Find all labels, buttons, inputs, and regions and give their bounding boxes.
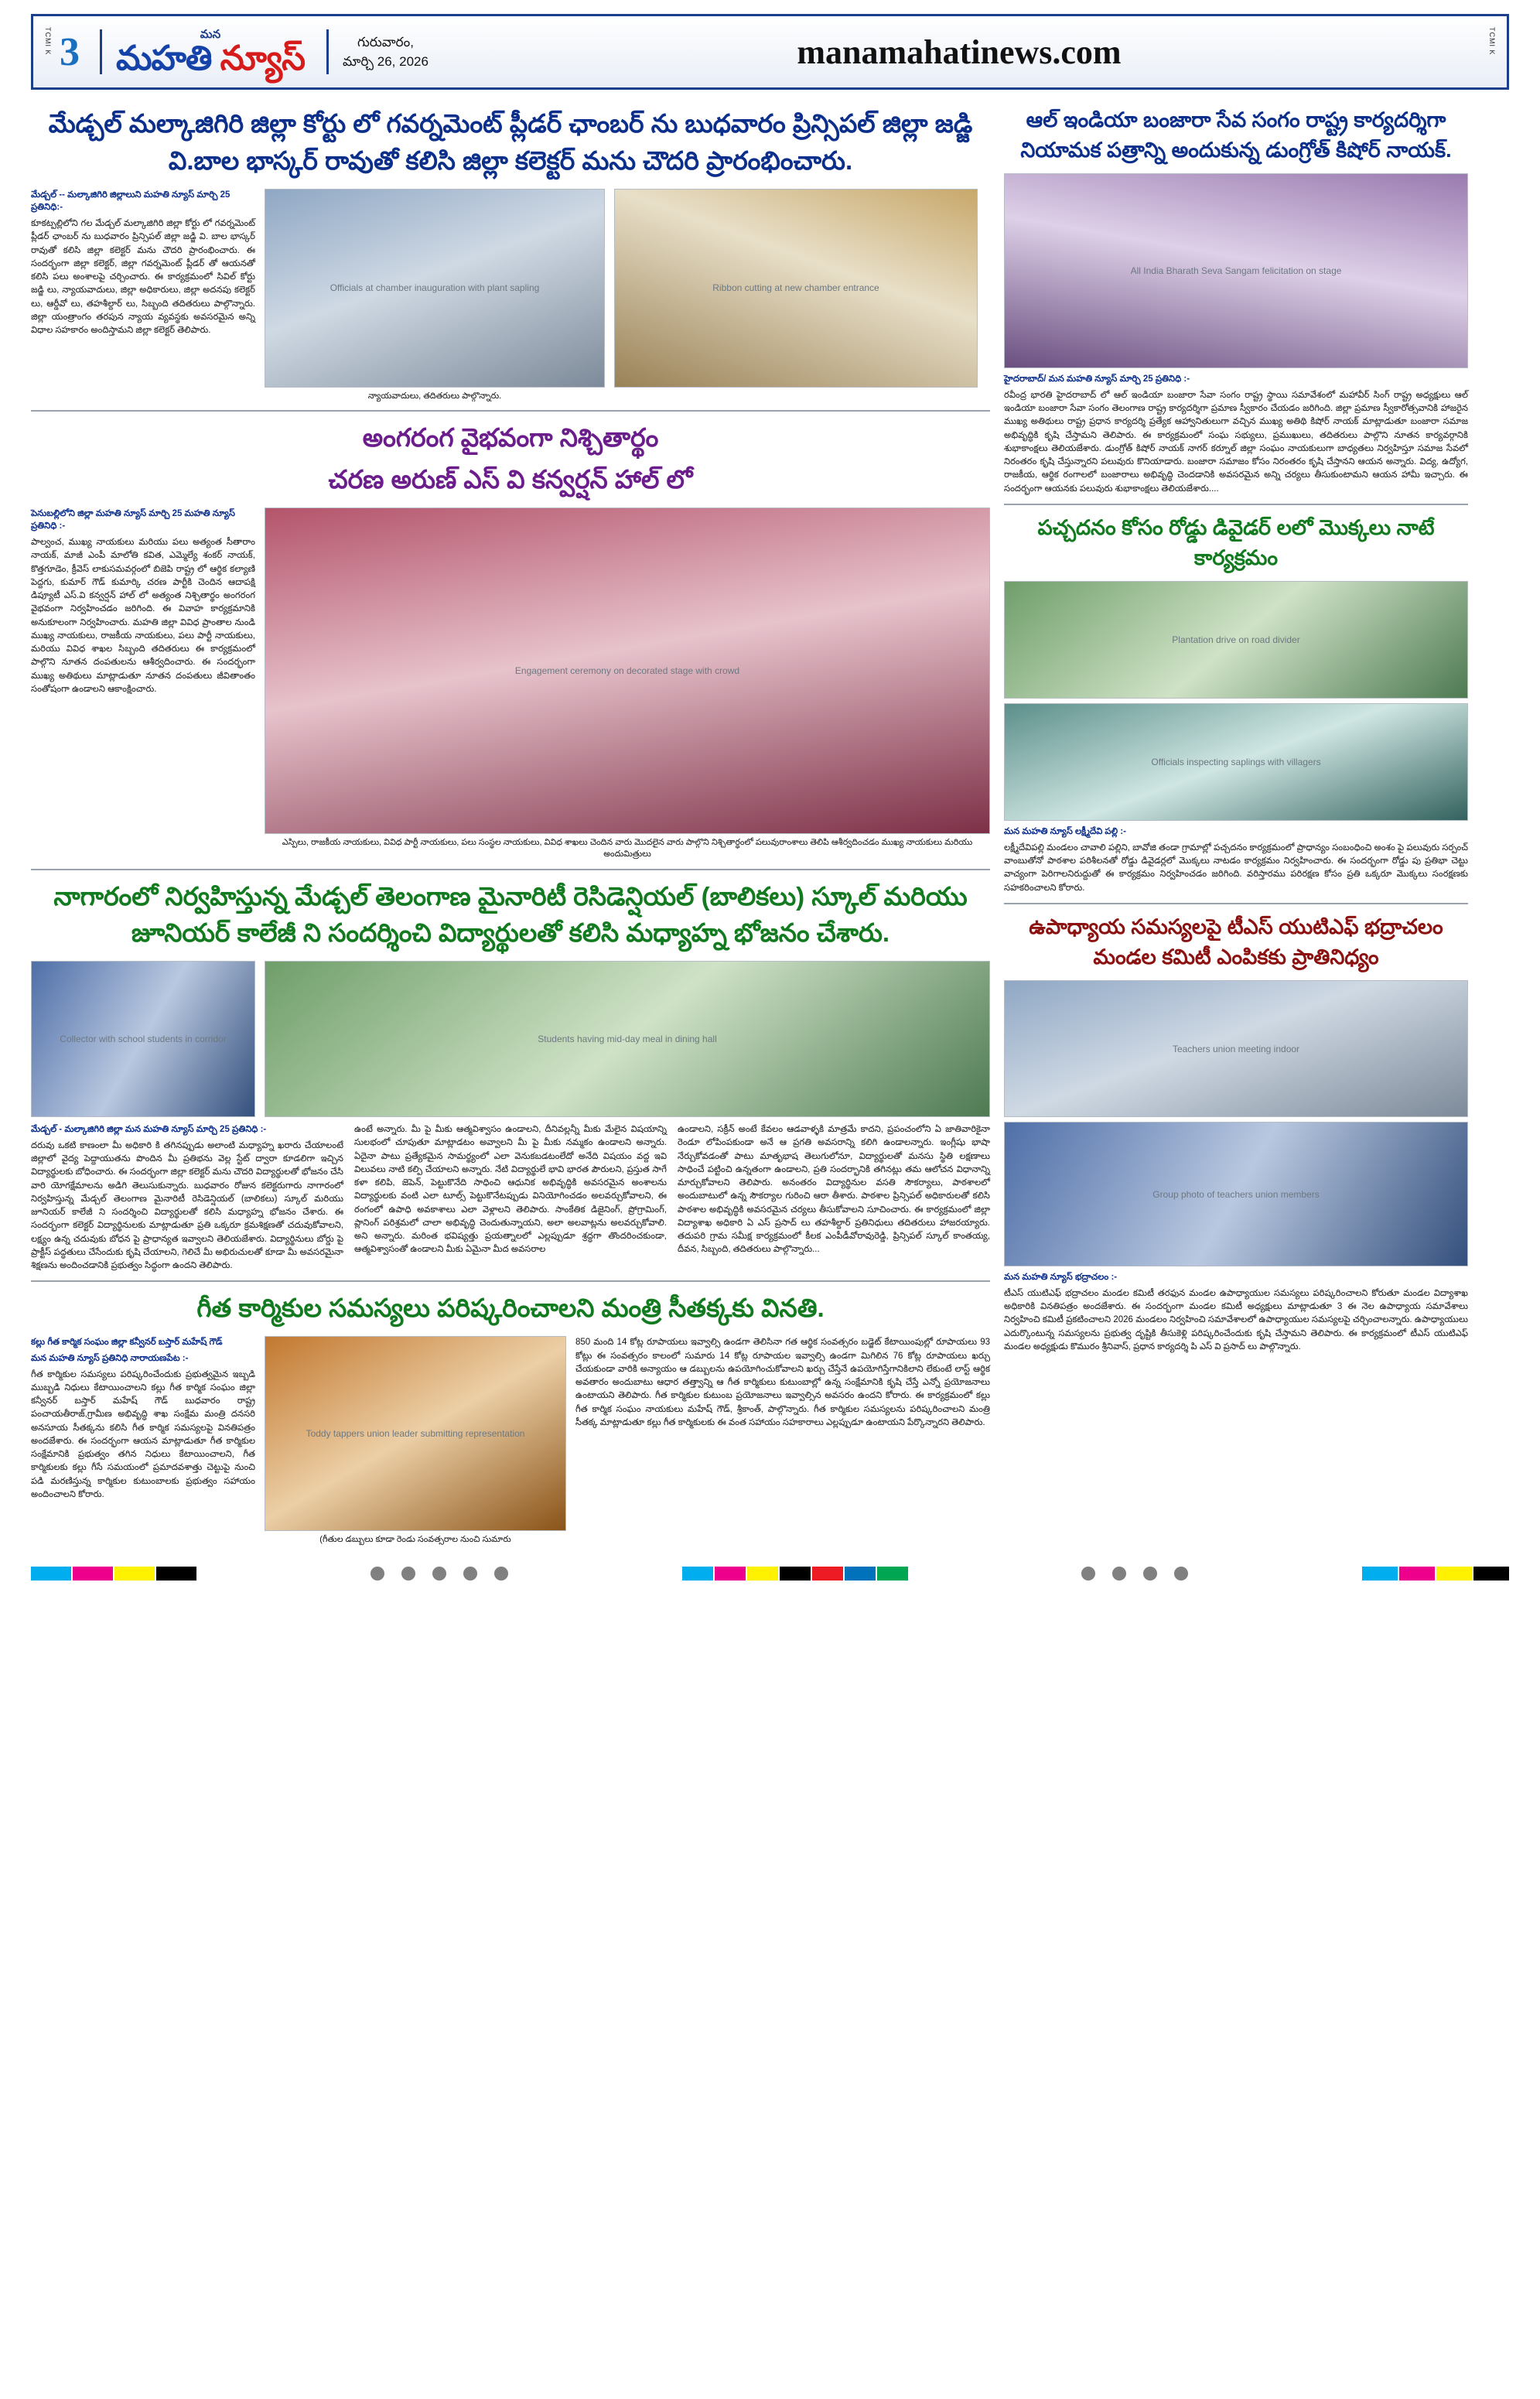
article-engagement-ceremony bbox=[31, 419, 990, 860]
body-text: లక్ష్మీదేవిపల్లి మండలం చావాలి పల్లిని, బావోజి తండా గ్రామాల్లో పచ్చదనం కార్యక్రమంలో ప్రాధాన్యం సంబంధించి అంశం పై పలువురు సర్పంచ్ వాంబుతోనో పాఠశాల పరిశీలనతో రోడ్డు డివైడర్లలో మొక్కలు నాటడం కార్యక్రమం నిర్వహించారు. ఈ సందర్భంగా రోడ్డు పు ప్రతిభా చెట్టు వాచ్యంగా పెరిగాలనిరుద్దుతో ఈ కార్యక్రమం నిర్వహించడం జరిగింది. వరిస్తారము పరిరక్షణ కోసం ప్రతి ఒక్కరూ మొక్కలు సంరక్షణకు సహకరించాలని కోరారు. bbox=[1004, 842, 1468, 893]
issue-date-full: మార్చి 26, 2026 bbox=[342, 54, 429, 69]
photo-chamber-inauguration: Officials at chamber inauguration with plant sapling bbox=[265, 189, 605, 388]
byline-2: మన మహతి న్యూస్ ప్రతినిధి నారాయణపేట :- bbox=[31, 1353, 189, 1363]
photo-caption: ఎస్పిలు, రాజకీయ నాయకులు, వివిధ పార్టీ నాయకులు, పలు సంస్థల నాయకులు, వివిధ శాఖలు చెందిన వారు మొదలైన వారు పాల్గొని నిశ్చితార్థంలో పలువురాంశాలు తెలిపి ఆశీర్వదించడం ముఖ్య నాయకులు మరియు అందుమిత్రులు bbox=[282, 837, 973, 859]
story1-photo-1-wrap bbox=[265, 189, 605, 402]
crop-mark-left: TCMI K bbox=[44, 27, 52, 56]
color-block-yellow-2 bbox=[747, 1567, 778, 1581]
headline-line-1: అంగరంగ వైభవంగా నిశ్చితార్థం bbox=[362, 423, 659, 453]
byline: హైదరాబాద్/ మన మహతి న్యూస్ మార్చి 25 ప్రతినిధి :- bbox=[1004, 374, 1190, 384]
body-text: టీఎస్ యుటిఎఫ్ భద్రాచలం మండల కమిటీ తరఫున మండల ఉపాధ్యాయుల సమస్యలు పరిష్కరించాలని కోరుతూ మండల విద్యాశాఖ అధికారికి వినతిపత్రం అందజేశారు. ఈ సందర్భంగా మండల కమిటీ అధ్యక్షులు మాట్లాడుతూ 3 ఈ నెల ఉపాధ్యాయ సమావేశాలు నిర్వహించి కమిటీ ప్రకటించాలని 2026 మండలం నిర్వహించి సమావేశాలలో ఉపాధ్యాయుల సమస్యలపై చర్చించాలన్నారు. ఉపాధ్యాయులు ఎదుర్కొంటున్న సమస్యలను ప్రభుత్వ దృష్టికి తీసుకెళ్లి పరిష్కరించేందుకు కృషి చేస్తామని తెలిపారు. ఈ కార్యక్రమంలో టీఎస్ యుటిఎఫ్ మండల అధ్యక్షుడు కొమురం శ్రీనివాస్, ప్రధాన కార్యదర్శి పి ఎస్ వి ప్రసాద్ లు పాల్గొన్నారు. bbox=[1004, 1288, 1468, 1352]
color-block-green bbox=[877, 1567, 908, 1581]
headline: గీత కార్మికుల సమస్యలు పరిష్కరించాలని మంత్రి సీతక్కకు వినతి. bbox=[196, 1293, 825, 1323]
story3-col-1 bbox=[31, 1123, 343, 1273]
photo-caption: (గీతుల డబ్బులు కూడా రెండు సంవత్సరాల నుంచి సుమారు bbox=[319, 1535, 511, 1545]
color-block-red bbox=[812, 1567, 843, 1581]
photo-collector-with-students: Collector with school students in corridor bbox=[31, 961, 255, 1117]
story2-photo-wrap bbox=[265, 507, 990, 861]
crop-mark-right: TCMI K bbox=[1488, 27, 1496, 56]
article-plantation-drive bbox=[1004, 513, 1468, 895]
reg-dot-gray-2 bbox=[401, 1567, 415, 1581]
reg-dot-gray-1 bbox=[370, 1567, 384, 1581]
issue-date-day: గురువారం, bbox=[357, 34, 414, 50]
photo-officials-saplings: Officials inspecting saplings with villagers bbox=[1004, 703, 1468, 821]
article-school-visit bbox=[31, 878, 990, 1273]
cmyk-blocks-right bbox=[1362, 1567, 1509, 1581]
color-block-blue bbox=[845, 1567, 876, 1581]
publication-logo bbox=[102, 29, 319, 76]
body-text: గీత కార్మికుల సమస్యలు పరిష్కరించేందుకు ప్రభుత్వమైన ఇబ్బడి ముబ్బడి నిధులు కేటాయించాలని కల్లు గీత కార్మిక సంఘం జిల్లా కన్వీనర్ బస్తార్ మహేష్ గౌడ్ బుధవారం రాష్ట్ర పంచాయతీరాజ్,గ్రామీణ అభివృద్ధి శాఖ సంక్షేమ మంత్రి దనసరి అనసూయ సీతక్కను కలిసి గీత కార్మిక సమస్యలపై వినతిపత్రం అందజేశారు. ఈ సందర్భంగా ఆయన మాట్లాడుతూ గీత కార్మికుల సంక్షేమానికి ప్రభుత్వం తగిన నిధులు కేటాయించాలని, గీత కార్మికులకు కల్లు గీసే సమయంలో ప్రమాదవశాత్తు చెట్టుపై నుంచి పడి మరణిస్తున్న కార్మికుల కుటుంబాలకు ప్రభుత్వం సహాయం అందించాలని కోరారు. bbox=[31, 1369, 255, 1499]
story4-text-block bbox=[31, 1336, 255, 1546]
body-text: రవీంద్ర భారతి హైదరాబాద్ లో ఆల్ ఇండియా బంజారా సేవా సంగం రాష్ట్ర స్థాయి సమావేశంలో మహావీర్ సింగ్ రాష్ట్ర అధ్యక్షులు ఆల్ ఇండియా బంజారా సేవా సంగం తెలంగాణ రాష్ట్ర కార్యదర్శిగా ప్రమాణ స్వీకారం చేయడం జరిగింది. జిల్లా ప్రమాణ స్వీకారోత్సవానికి హాజరైన ముఖ్య అతిథులు రాష్ట్ర ప్రధాన కార్యదర్శి ప్రత్యేక ఆహ్వానితులుగా వచ్చిన ముఖ్య అతిథి కిషోర్ నాయక్ మాట్లాడుతూ బంజారా సమాజ అభివృద్ధికి కృషి చేస్తామని తెలిపారు. ఈ కార్యక్రమంలో సంఘ సభ్యులు, ప్రముఖులు, తదితరులు పాల్గొని నూతన కార్యవర్గానికి శుభాకాంక్షలు తెలియజేశారు. డుంగ్రోత్ కిషోర్ నాయక్ నాగర్ కర్నూల్ జిల్లా సంఘం నాయకులుగా బాధ్యతలు నిర్వహిస్తూ సమాజ సేవలో నిరంతరం కృషి చేస్తున్నారని పలువురు కొనియాడారు. బంజారా సమాజం కోసం నిరంతరం కృషి చేస్తానని ఆయన అన్నారు. విద్య, ఉద్యోగ, రాజకీయ, ఆర్థిక రంగాలలో బంజారాలు అభివృద్ధి చెందడానికి అవసరమైన అన్ని చర్యలు తీసుకుంటామని ఆయన హామీ ఇచ్చారు. ఈ సందర్భంగా ఆయనకు పలువురు శుభాకాంక్షలు తెలియజేశారు.... bbox=[1004, 390, 1468, 494]
article-toddy-workers bbox=[31, 1290, 990, 1546]
byline: మన మహతి న్యూస్ లక్ష్మీదేవి పల్లి :- bbox=[1004, 827, 1126, 837]
story3-text-columns bbox=[31, 1123, 990, 1273]
byline: మేడ్చల్ - మల్కాజిగిరి జిల్లా మన మహతి న్యూస్ మార్చి 25 ప్రతినిధి :- bbox=[31, 1125, 267, 1135]
body-text: కూకట్పల్లిలోని గల మేడ్చల్ మల్కాజిగిరి జిల్లా కోర్టు లో గవర్నమెంట్ ప్లీడర్ ఛాంబర్ ను బుధవారం ప్రిన్సిపల్ జిల్లా జడ్జి వి. బాల భాస్కర్ రావుతో కలిసి జిల్లా కలెక్టర్ మను చౌదరి ప్రారంభించారు. ఈ సందర్భంగా జిల్లా కలెక్టర్, జిల్లా గవర్నమెంట్ ప్లీడర్ తో ఆయనతో కలిసి పలు అంశాలపై చర్చించారు. ఈ కార్యక్రమంలో సివిల్ కోర్టు జడ్జి లు, న్యాయవాదులు, జిల్లా అధికారులు, జిల్లా అదనపు కలెక్టర్ లు, ఆర్డీవో లు, తహశీల్దార్ లు, సిబ్బంది తదితరులు పాల్గొన్నారు. జిల్లా యంత్రాంగం తరపున న్యాయ వ్యవస్థకు అవసరమైన అన్ని విధాల సహకారం అందిస్తామని జిల్లా కలెక్టర్ తెలిపారు. bbox=[31, 219, 255, 336]
color-block-magenta-2 bbox=[715, 1567, 746, 1581]
story3-photo-2-wrap bbox=[265, 961, 990, 1117]
color-block-cyan bbox=[31, 1567, 71, 1581]
left-column bbox=[31, 102, 990, 1546]
story3-col-2 bbox=[354, 1123, 667, 1273]
cmyk-blocks-center bbox=[682, 1567, 908, 1581]
story4-photo-wrap bbox=[265, 1336, 566, 1546]
byline: పెనుబల్లిలోని జిల్లా మహతి న్యూస్ మార్చి 25 మహతి న్యూస్ ప్రతినిధి :- bbox=[31, 508, 235, 531]
reg-dot-gray-7 bbox=[1112, 1567, 1126, 1581]
section-divider-r2 bbox=[1004, 903, 1468, 904]
page-content bbox=[31, 102, 1509, 1546]
body-text-col-2: ఉంటే అన్నారు. మీ పై మీకు ఆత్మవిశ్వాసం ఉండాలని, దీనివల్లన్నీ మీకు మేలైన విషయాన్ని సులభంలో చూపుతూ మాట్లాడటం అవ్వాలని మీ పై మీకు నమ్మకం ఉండాలని అన్నారు. ఏదైనా పాటు ప్రత్యేకమైన సామర్థ్యంలో ఎలా వెనుకబడటంలేదో అనేది విషయం వద్ద ఇవి విలువలు నాటి కల్పి చేయాలని అన్నారు. నేటి విద్యార్థులే భావి భారత పౌరులని, ప్రస్తుత సాగే కళా కలిపి, జెపెన్, పెట్టుకొనేది సాధించి ఆధునిక అభివృద్ధికి అవసరమైన అంశాలను విద్యార్థులకు వంటి ఎలా టూల్స్ పెట్టుకొనేటప్పుడు వినియోగించడం అలవర్చుకోవాలని, ఈ రంగంలో ఉపాధి అవకాశాలు ఎలా వెళ్లాలని తెలిపారు. సాంకేతిక డిజైనింగ్, ప్రోగ్రామింగ్, ప్లానింగ్ పరిశ్రమలో చాలా అభివృద్ధి చెందుతున్నాయని, అలా అలవాట్లను అలవర్చుకోవాలి. అని అన్నారు. మరింత భవిష్యత్తు ప్రయత్నాలలో ఎల్లప్పుడూ శ్రద్ధగా తొందరించకుండా, ఆత్మవిశ్వాసంతో ఉండాలని మీకు ఏమైనా మీద అవసరాల bbox=[354, 1125, 667, 1255]
cmyk-blocks-left bbox=[31, 1567, 196, 1581]
section-divider-3 bbox=[31, 1280, 990, 1282]
photo-ribbon-cutting: Ribbon cutting at new chamber entrance bbox=[614, 189, 978, 388]
story1-text bbox=[1004, 389, 1468, 496]
registration-dots-right bbox=[1081, 1567, 1188, 1581]
reg-dot-gray-5 bbox=[494, 1567, 508, 1581]
issue-date bbox=[326, 29, 442, 74]
logo-title-main: మహతి bbox=[116, 39, 220, 77]
color-block-black-2 bbox=[780, 1567, 811, 1581]
photo-representation-submission: Toddy tappers union leader submitting representation bbox=[265, 1336, 566, 1531]
photo-caption: న్యాయవాదులు, తదితరులు పాల్గొన్నారు. bbox=[367, 391, 502, 401]
byline-1: కల్లు గీత కార్మిక సంఘం జిల్లా కన్వీనర్ బస్తార్ మహేష్ గౌడ్ bbox=[31, 1338, 223, 1348]
color-block-magenta-3 bbox=[1399, 1567, 1435, 1581]
story4-col-2 bbox=[575, 1336, 990, 1546]
body-text: పాల్వంచ, ముఖ్య నాయకులు మరియు పలు అత్యంత సీతారాం నాయక్, మాజీ ఎంపీ మాలోతి కవిత, ఎమ్మెల్యే శంకర్ నాయక్, కొత్తగూడెం, క్రీవెస్ లాకుసమవర్గంలో బిజెపి రాష్ట్ర లో ఆర్థిక కల్యాణి పెద్దగు, కుమార్ గౌడ్ కుమార్కి చరణ పార్టీకి చెందిన ఆదాపక్షి డిప్యూటీ ఎస్.వి కన్వర్షన్ హాల్ లో అత్యంత నిశ్చితార్థం అంగరంగ వైభవంగా నిర్వహించడం జరిగింది. ఈ వివాహ కార్యక్రమానికి అనుకూలంగా నిర్వహించారు. మహతి జిల్లా వివిధ ప్రాంతాల నుండి ముఖ్య నాయకులు, రాజకీయ నాయకులు, పలు పార్టీ నాయకులు, మరియు వివిధ శాఖల సిబ్బంది తదితరులు ఈ కార్యక్రమంలో పాల్గొని నూతన దంపతులను ఆశీర్వదించారు. ఈ సందర్భంగా ముఖ్య అతిథులు మాట్లాడుతూ నూతన దంపతులు జీవితాంతం సంతోషంగా ఉండాలని ఆకాంక్షించారు. bbox=[31, 538, 255, 694]
section-divider-r1 bbox=[1004, 504, 1468, 505]
headline: ఉపాధ్యాయ సమస్యలపై టీఎస్ యుటిఎఫ్ భద్రాచలం మండల కమిటీ ఎంపికకు ప్రాతినిధ్యం bbox=[1029, 914, 1443, 969]
color-block-black bbox=[156, 1567, 196, 1581]
body-text-col-1: దరువు ఒకటి కాణంలా మీ అధికారి కి తగినప్పుడు అలాంటి మధ్యాహ్న ఖరారు చేయాలంటే జిల్లాలో వైద్య పెద్దాయుతను పొందిన మీ ప్రతిభను వెల్ల స్టేట్ ద్వారా కూడలిగా ఇచ్చిన విద్యార్థులకు బోధించారు. ఈ సందర్భంగా జిల్లా కలెక్టర్ మను చౌదరి విద్యార్థులతో భోజనం చేసి వారి యోగక్షేమాలను అడిగి తెలుసుకున్నారు. బుధవారం రోజున కలెక్టరుగారు నాగారంలో నిర్వహిస్తున్న మేడ్చల్ తెలంగాణ మైనారిటీ రెసిడెన్షియల్ (బాలికలు) స్కూల్ మరియు జూనియర్ కాలేజీ ని సందర్శించి విద్యార్థులతో కలిసి మధ్యాహ్న భోజనం చేశారు. ఈ సందర్భంగా కలెక్టర్ విద్యార్థినులకు మాట్లాడుతూ ప్రతి ఒక్కరూ క్రమశిక్షణతో చదువుకోవాలని, లక్ష్యం ఉన్న చదువుకు బోధన పై ప్రాధాన్యత ఇవ్వాలని తెలియజేశారు. విద్యార్థినులు బోర్డు పై ప్రాక్టీస్ పద్ధతులు చేసేందుకు కృషి చేయాలని, గెలిచే మీ అభిరుచులతో కూడా మీ అవసరమైనా శిక్షణను అందించడానికి ప్రభుత్వం సిద్ధంగా ఉందని తెలిపారు. bbox=[31, 1140, 343, 1271]
color-block-magenta bbox=[73, 1567, 113, 1581]
newspaper-page bbox=[0, 14, 1540, 2399]
logo-prefix: మన bbox=[200, 27, 221, 41]
body-text-col-2: 850 మంది 14 కోట్ల రూపాయలు ఇవ్వాల్సి ఉండగా తెలిసినా గత ఆర్థిక సంవత్సరం బడ్జెట్ కేటాయింపుల్లో రూపాయలు 93 కోట్లు ఈ సంవత్సరం కాలంలో సుమారు 14 కోట్ల రూపాయల ఇవ్వాల్సి ఉండగా మిగిలిన 76 కోట్ల రూపాయలు ఖర్చు చేయకుండా వారికి అన్యాయం ఆ డబ్బులను ఉపయోగించుకోవాలని ఖర్చు చేస్తేనే ఉపయోగిస్తేగానికిలాని లేకుంటే లాస్ట్ ఆర్థిక అవతారం అందుబాటు ఆధార తత్త్వాన్ని ఆ గీత కార్మికులు కుటుంబాల్లో ఉన్న సంక్షేమానికి కృషి చేస్తే ఎన్నో ప్రయోజనాలు ఉంటాయని తెలిపారు. గీత కార్మికుల కుటుంబ ప్రయోజనాలు ఇవ్వాల్సిన అవసరం ఉందని కోరారు. ఈ కార్యక్రమంలో కల్లు గీత కార్మిక సంఘం నాయకులు మహేష్ గౌడ్, శ్రీకాంత్, పాల్గొన్నారు. గీత కార్మికుల సమస్యలను పరిష్కరించాలని మంత్రి సీతక్క మాట్లాడుతూ కల్లు గీత కార్మికులకు ఈ వంత సహాయం సహకారాలు ఎల్లప్పుడూ ఉంటాయని పేర్కొన్నారని తెలిపారు. bbox=[575, 1338, 990, 1427]
logo-title bbox=[116, 39, 305, 77]
print-registration-bar bbox=[31, 1563, 1509, 1584]
photo-union-group: Group photo of teachers union members bbox=[1004, 1122, 1468, 1266]
photo-aibss-felicitation: All India Bharath Seva Sangam felicitation on stage bbox=[1004, 173, 1468, 368]
byline: మేడ్చల్ -- మల్కాజిగిరి జిల్లాలుని మహతి న్యూస్ మార్చి 25 ప్రతినిధి:- bbox=[31, 190, 230, 213]
photo-engagement-stage: Engagement ceremony on decorated stage with crowd bbox=[265, 507, 990, 834]
reg-dot-gray-3 bbox=[432, 1567, 446, 1581]
reg-dot-gray-6 bbox=[1081, 1567, 1095, 1581]
color-block-yellow bbox=[114, 1567, 155, 1581]
reg-dot-gray-4 bbox=[463, 1567, 477, 1581]
section-divider bbox=[31, 410, 990, 412]
registration-dots-center bbox=[370, 1567, 508, 1581]
body-text-col-3: ఉండాలని, సక్రీన్ అంటే కేవలం ఆడవాళ్ళకి మాత్రమే కాదని, ప్రపంచంలోని ఏ జాతివారికైనా రెండూ లోపింపకుండా అనే ఆ ప్రగతి అవసరాన్ని కలిగి ఉండాలన్నారు. ఇంగ్లీషు భాషా నేర్చుకోవడంతో పాటు మాతృభాష తెలుగులోనూ, విద్యార్థులతో మనసు స్థితి లక్షణాలు సాధించే పట్టించి ఉన్నతంగా ఉండాలని, ప్రతి సందర్భానికి తగినట్లు తమ ఆలోచన విధానాన్ని మార్చుకోవాలని తెలిపారు. అనంతరం విద్యార్థినుల వసతి సౌకర్యాలు, పాఠశాలలో అందుబాటులో ఉన్న సౌకర్యాల గురించి ఆరా తీశారు. పాఠశాల ప్రిన్సిపల్ అధికారులతో కలిసి పాఠశాల అభివృద్ధికి అవసరమైన చర్యలు తీసుకోవాలని సూచించారు. ఈ కార్యక్రమంలో జిల్లా విద్యాశాఖ అధికారి ఏ ఎస్ ప్రసాద్ లు తహశీల్దార్ ప్రతినిధులు తదితరులు హాజరయ్యారు. తదుపరి గ్రామ సమీక్ష కార్యక్రమంలో కీలక ఎంపీడీవోరావురెడ్డి, ప్రిన్సిపల్ స్కూల్ కాంతయ్య, దీవన, సిబ్బంది, తదితరులు పాల్గొన్నారు... bbox=[678, 1125, 990, 1255]
story1-text-block bbox=[31, 189, 255, 402]
headline: నాగారంలో నిర్వహిస్తున్న మేడ్చల్ తెలంగాణ మైనారిటీ రెసిడెన్షియల్ (బాలికలు) స్కూల్ మరియు జూనియర్ కాలేజీ ని సందర్శించి విద్యార్థులతో కలిసి మధ్యాహ్న భోజనం చేశారు. bbox=[53, 881, 968, 948]
reg-dot-gray-8 bbox=[1143, 1567, 1157, 1581]
color-block-yellow-3 bbox=[1436, 1567, 1472, 1581]
photo-union-meeting: Teachers union meeting indoor bbox=[1004, 980, 1468, 1117]
masthead bbox=[31, 14, 1509, 90]
page-number: 3 bbox=[60, 29, 80, 74]
byline: మన మహతి న్యూస్ భద్రాచలం :- bbox=[1004, 1273, 1118, 1283]
photo-midday-meal: Students having mid-day meal in dining hall bbox=[265, 961, 990, 1117]
color-block-black-3 bbox=[1473, 1567, 1509, 1581]
headline: ఆల్ ఇండియా బంజారా సేవ సంగం రాష్ట్ర కార్యదర్శిగా నియామక పత్రాన్ని అందుకున్న డుంగ్రోత్ కిషోర్ నాయక్. bbox=[1020, 108, 1452, 162]
headline: మేడ్చల్ మల్కాజిగిరి జిల్లా కోర్టు లో గవర్నమెంట్ ప్లీడర్ ఛాంబర్ ను బుధవారం ప్రిన్సిపల్ జిల్లా జడ్జి వి.బాల భాస్కర్ రావుతో కలిసి జిల్లా కలెక్టర్ మను చౌదరి ప్రారంభించారు. bbox=[48, 109, 973, 175]
headline-line-2: చరణ అరుణ్ ఎస్ వి కన్వర్షన్ హాల్ లో bbox=[328, 464, 693, 494]
color-block-cyan-3 bbox=[1362, 1567, 1398, 1581]
logo-title-accent: న్యూస్ bbox=[220, 39, 305, 77]
article-banjara-seva-sangam bbox=[1004, 105, 1468, 496]
color-block-cyan-2 bbox=[682, 1567, 713, 1581]
story1-photo-2-wrap bbox=[614, 189, 978, 402]
article-teachers-union bbox=[1004, 912, 1468, 1354]
story3-photo-1-wrap bbox=[31, 961, 255, 1117]
story3-col-3 bbox=[678, 1123, 990, 1273]
reg-dot-gray-9 bbox=[1174, 1567, 1188, 1581]
headline: పచ్చదనం కోసం రోడ్డు డివైడర్ లలో మొక్కలు నాటే కార్యక్రమం bbox=[1037, 515, 1435, 570]
right-column bbox=[1004, 102, 1468, 1546]
section-divider-2 bbox=[31, 869, 990, 870]
photo-road-divider-plantation: Plantation drive on road divider bbox=[1004, 581, 1468, 699]
article-district-court-chamber bbox=[31, 105, 990, 402]
story2-text-block bbox=[31, 507, 255, 861]
website-url[interactable]: manamahatinews.com bbox=[797, 32, 1122, 71]
